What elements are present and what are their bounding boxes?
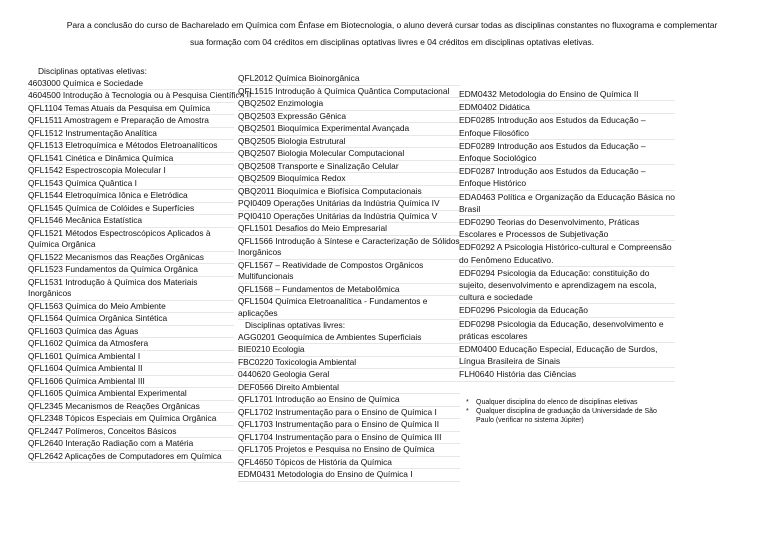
course-item: QFL1541 Cinética e Dinâmica Química <box>28 152 174 163</box>
intro-text: Para a conclusão do curso de Bacharelado em Química com Ênfase em Biotecnologia, o aluno deverá cursar todas as disciplinas constantes no fluxograma e complementar sua formação com 04 créditos em disciplinas optativas livres e 04 créditos em disciplinas optativas eletivas. <box>66 20 718 47</box>
note-marker: * <box>466 399 469 406</box>
course-item: BIE0210 Ecologia <box>238 344 305 354</box>
course-item: QFL1501 Desafios do Meio Empresarial <box>238 223 387 233</box>
free-elective-heading: Disciplinas optativas livres: <box>245 320 346 330</box>
course-item: QBQ2505 Biologia Estrutural <box>238 135 346 146</box>
course-item: EDF0296 Psicologia da Educação <box>459 305 588 316</box>
course-item: EDF0292 A Psicologia Histórico-cultural e Compreensão do Fenômeno Educativo. <box>459 242 672 265</box>
course-item: QFL2345 Mecanismos de Reações Orgânicas <box>28 400 200 411</box>
course-item: QBQ2503 Expressão Gênica <box>238 110 347 121</box>
course-item: QFL1603 Química das Águas <box>28 325 139 336</box>
elective-heading: Disciplinas optativas eletivas: <box>38 66 147 76</box>
course-item: QFL2348 Tópicos Especiais em Química Orgânica <box>28 413 217 423</box>
course-item: QFL1543 Química Quântica I <box>28 177 137 188</box>
course-item: QBQ2502 Enzimologia <box>238 98 324 108</box>
course-item: QFL1542 Espectroscopia Molecular I <box>28 165 166 175</box>
course-item: 0440620 Geologia Geral <box>238 369 330 379</box>
free-elective-items-continued <box>459 88 675 382</box>
notes <box>466 398 666 425</box>
row-divider <box>238 481 460 482</box>
course-item: QFL1566 Introdução à Síntese e Caracterização de Sólidos Inorgânicos <box>238 235 460 257</box>
course-item: QBQ2507 Biologia Molecular Computacional <box>238 148 405 158</box>
course-item: QFL2012 Química Bioinorgânica <box>238 73 360 83</box>
course-item: EDM0400 Educação Especial, Educação de Surdos, Língua Brasileira de Sinais <box>459 344 658 367</box>
course-item: QFL1705 Projetos e Pesquisa no Ensino de Química <box>238 444 435 454</box>
course-item: QFL1567 – Reatividade de Compostos Orgânicos Multifuncionais <box>238 259 424 281</box>
course-item: QFL1701 Introdução ao Ensino de Química <box>238 394 400 404</box>
free-elective-list-continued <box>459 88 675 382</box>
course-item: QFL1703 Instrumentação para o Ensino de Química II <box>238 419 440 429</box>
course-item: EDF0294 Psicologia da Educação: constituição do sujeito, desenvolvimento e aprendizagem na escola, cultura e sociedade <box>459 267 657 303</box>
course-item: QFL1602 Química da Atmosfera <box>28 338 149 348</box>
note-text: Qualquer disciplina do elenco de disciplinas eletivas <box>476 399 638 406</box>
course-item: QBQ2501 Bioquímica Experimental Avançada <box>238 123 410 133</box>
elective-list <box>28 66 252 463</box>
course-item: QFL1704 Instrumentação para o Ensino de Química III <box>238 431 442 442</box>
course-item: EDA0463 Política e Organização da Educação Básica no Brasil <box>459 191 675 214</box>
course-item: QFL1606 Química Ambiental III <box>28 375 145 386</box>
course-item: QFL1601 Química Ambiental I <box>28 350 141 361</box>
course-item: QFL1531 Introdução à Química dos Materiais Inorgânicos <box>28 276 198 298</box>
course-item: AGG0201 Geoquímica de Ambientes Superficiais <box>238 331 422 342</box>
note-eletivas <box>466 398 666 407</box>
elective-items-continued <box>238 73 460 320</box>
course-item: QFL1564 Química Orgânica Sintética <box>28 313 168 323</box>
course-item: EDM0432 Metodologia do Ensino de Química II <box>459 89 639 99</box>
note-livres <box>466 407 666 425</box>
course-item: DEF0566 Direito Ambiental <box>238 381 340 392</box>
course-item: EDM0402 Didática <box>459 102 530 113</box>
course-item: QFL1568 – Fundamentos de Metabolômica <box>238 283 400 294</box>
course-item: QFL1563 Química do Meio Ambiente <box>28 300 166 311</box>
course-item: QFL1513 Eletroquímica e Métodos Eletroanalíticos <box>28 140 218 150</box>
course-item: FLH0640 História das Ciências <box>459 369 577 380</box>
course-item: 4604500 Introdução à Tecnologia ou à Pesquisa Científica II <box>28 90 252 100</box>
course-item: QFL1702 Instrumentação para o Ensino de Química I <box>238 406 437 417</box>
course-item: QFL1545 Química de Colóides e Superfícies <box>28 202 195 213</box>
elective-list-continued <box>238 73 460 482</box>
course-item: EDF0287 Introdução aos Estudos da Educação – Enfoque Histórico <box>459 166 646 189</box>
course-item: QFL1522 Mecanismos das Reações Orgânicas <box>28 251 204 262</box>
elective-items <box>28 77 252 464</box>
course-item: QFL1521 Métodos Espectroscópicos Aplicados à Química Orgânica <box>28 227 211 249</box>
course-item: EDF0298 Psicologia da Educação, desenvolvimento e práticas escolares <box>459 318 664 341</box>
course-item: EDF0285 Introdução aos Estudos da Educação – Enfoque Filosófico <box>459 115 646 138</box>
note-marker: * <box>466 408 469 415</box>
course-item: QFL2640 Interação Radiação com a Matéria <box>28 438 194 448</box>
course-item: EDF0289 Introdução aos Estudos da Educação – Enfoque Sociológico <box>459 140 646 164</box>
free-elective-items <box>238 332 460 482</box>
course-item: EDF0290 Teorias do Desenvolvimento, Práticas Escolares e Processos de Subjetivação <box>459 217 640 240</box>
course-item: QFL1504 Química Eletroanalítica - Fundamentos e aplicações <box>238 296 428 318</box>
course-item: QBQ2508 Transporte e Sinalização Celular <box>238 160 399 171</box>
course-item: PQI0410 Operações Unitárias da Indústria Química V <box>238 210 438 221</box>
course-item: QFL1515 Introdução à Química Quântica Computacional <box>238 85 450 96</box>
course-item: QBQ2509 Bioquímica Redox <box>238 173 346 183</box>
course-item: QBQ2011 Bioquímica e Biofísica Computacionais <box>238 185 422 196</box>
course-item: QFL1523 Fundamentos da Química Orgânica <box>28 264 198 274</box>
course-item: QFL1605 Química Ambiental Experimental <box>28 388 187 398</box>
row-divider <box>459 381 675 382</box>
course-item: EDM0431 Metodologia do Ensino de Química I <box>238 469 413 479</box>
course-item: FBC0220 Toxicologia Ambiental <box>238 356 357 367</box>
course-item: QFL1604 Química Ambiental II <box>28 363 143 373</box>
course-item: QFL1546 Mecânica Estatística <box>28 215 143 225</box>
course-item: QFL2447 Polímeros, Conceitos Básicos <box>28 425 177 436</box>
course-item: QFL1512 Instrumentação Analítica <box>28 127 157 138</box>
course-item: PQI0409 Operações Unitárias da Indústria Química IV <box>238 198 440 208</box>
course-item: QFL1104 Temas Atuais da Pesquisa em Química <box>28 102 211 113</box>
note-text: Qualquer disciplina de graduação da Universidade de São Paulo (verificar no sistema Júpiter) <box>476 408 657 424</box>
course-item: 4603000 Química e Sociedade <box>28 77 144 88</box>
row-divider <box>28 462 234 463</box>
course-item: QFL4650 Tópicos de História da Química <box>238 456 392 467</box>
course-item: QFL1511 Amostragem e Preparação de Amostra <box>28 115 209 125</box>
course-item: QFL2642 Aplicações de Computadores em Química <box>28 450 222 461</box>
course-item: QFL1544 Eletroquímica Iônica e Eletródica <box>28 190 188 200</box>
